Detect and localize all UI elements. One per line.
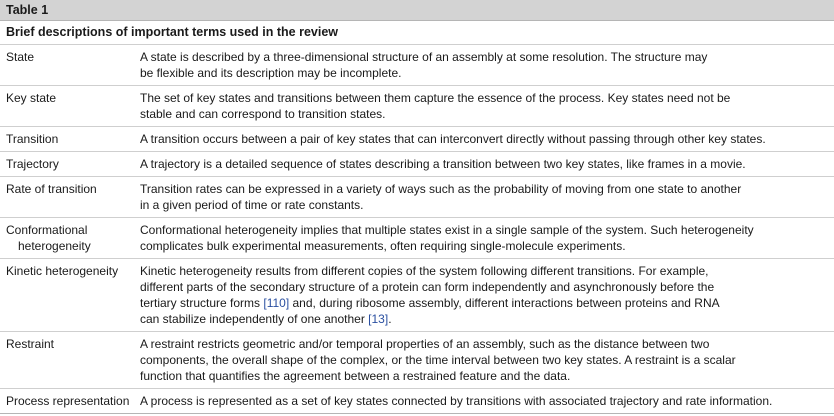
reference-link-110[interactable]: [110] [263,296,290,310]
term-cell: Transition [6,132,59,146]
reference-link-13[interactable]: [13] [368,312,389,326]
description-cell: Conformational heterogeneity implies that multiple states exist in a single sample of the system. Such heterogeneity complicates bulk experimental measurements, often requiring single-molecule experiments. [140,223,754,253]
table-row [0,152,834,177]
table-row [0,127,834,152]
description-cell: A process is represented as a set of key states connected by transitions with associated trajectory and rate information. [140,394,773,408]
description-cell: A restraint restricts geometric and/or temporal properties of an assembly, such as the distance between two components, the overall shape of the complex, or the time interval between two key states. A restraint is a scalar function that quantifies the agreement between a restrained feature and the data. [140,337,736,383]
table-row [0,389,834,414]
term-cell: Conformational heterogeneity [6,223,91,253]
table-row [0,259,834,332]
description-cell: The set of key states and transitions between them capture the essence of the process. Key states need not be stable and can correspond to transition states. [140,91,731,121]
table-row [0,45,834,86]
table-caption: Brief descriptions of important terms used in the review [0,21,834,45]
term-cell: Restraint [6,337,55,351]
term-cell: Rate of transition [6,182,97,196]
table-label: Table 1 [0,0,834,21]
description-cell: A trajectory is a detailed sequence of states describing a transition between two key states, like frames in a movie. [140,157,746,171]
description-cell: A state is described by a three-dimensional structure of an assembly at some resolution. The structure may be flexible and its description may be incomplete. [140,50,708,80]
description-cell: Transition rates can be expressed in a variety of ways such as the probability of moving from one state to another in a given period of time or rate constants. [140,182,742,212]
table-row [0,332,834,389]
term-cell: State [6,50,35,64]
table-row [0,177,834,218]
table-row [0,218,834,259]
term-cell: Trajectory [6,157,59,171]
term-cell: Kinetic heterogeneity [6,264,119,278]
term-cell: Key state [6,91,57,105]
description-cell: Kinetic heterogeneity results from different copies of the system following different transitions. For example, different parts of the secondary structure of a protein can form independently and asynchronously before the tertiary structure forms [110] and, during ribosome assembly, different interactions between proteins and RNA can stabilize independently of one another [13]. [140,264,720,326]
table-row [0,86,834,127]
term-cell: Process representation [6,394,130,408]
description-cell: A transition occurs between a pair of key states that can interconvert directly without passing through other key states. [140,132,766,146]
